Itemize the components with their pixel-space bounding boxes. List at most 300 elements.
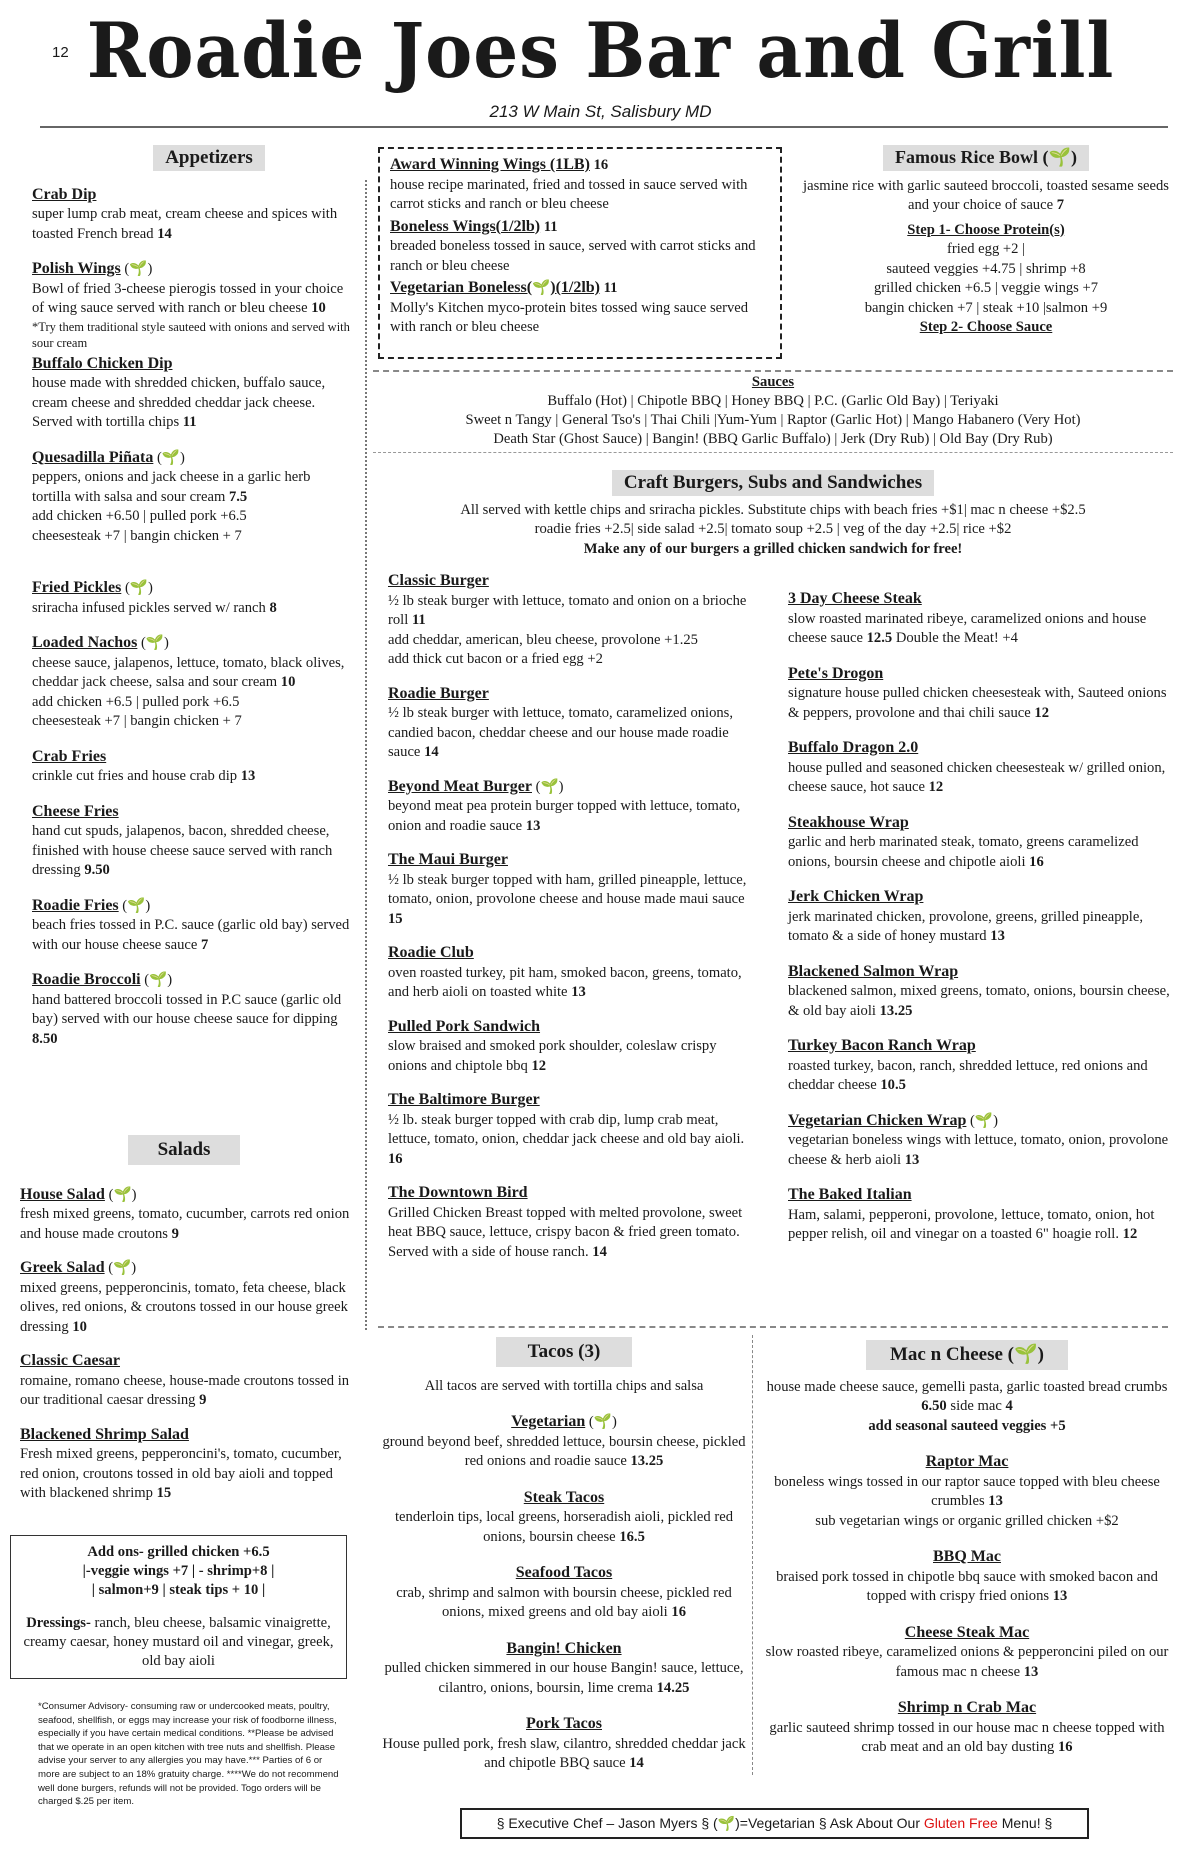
menu-item [762,1547,1172,1607]
item-price: 13 [988,1493,1003,1509]
menu-item-name [788,1036,1173,1057]
dressings-label: Dressings- [26,1615,91,1631]
burgers-intro1: All served with kettle chips and sriracha pickles. Substitute chips with beach fries +$1| mac n cheese +$2.5 [460,501,1086,518]
menu-item [788,1185,1173,1245]
item-price: 16 [388,1150,403,1167]
menu-item [378,1488,750,1548]
menu-item-name: Vegetarian Chicken Wrap (🌱) [788,1111,998,1129]
menu-item-desc [788,833,1173,872]
item-desc: ½ lb steak burger topped with ham, grilled pineapple, lettuce, tomato, onion, provolone cheese and house made maui sauce [388,871,747,907]
consumer-advisory: *Consumer Advisory- consuming raw or undercooked meats, poultry, seafood, shellfish, or eggs may increase your risk of foodborne illness, especially if you have certain medical conditions. **Please be advised that we operate in an open kitchen with tree nuts and shellfish. Please advise your server to any allergies you may have.*** Parties of 6 or more are subject to an 18% gratuity charge. ****We do not recommend well done burgers, refunds will not be provided. Togo orders will be charged $.25 per item. [38,1701,339,1808]
item-price: 14 [424,744,439,760]
menu-item-name [390,278,770,299]
item-extra: add chicken +6.5 | pulled pork +6.5 [32,693,240,710]
menu-item [20,1351,350,1411]
menu-item-name [762,1452,1172,1473]
item-desc: romaine, romano cheese, house-made croutons tossed in our traditional caesar dressing [20,1372,350,1408]
leaf-icon: 🌱 [1014,1344,1038,1365]
item-name: The Downtown Bird [388,1184,528,1201]
menu-item-name [762,1623,1172,1644]
rice-protein-2: sauteed veggies +4.75 | shrimp +8 [886,260,1086,277]
menu-item-name [788,962,1173,983]
menu-item [32,802,350,881]
menu-item-name [378,1488,750,1509]
menu-item [32,259,350,351]
footer-chef: § Executive Chef – Jason Myers § ( [496,1815,718,1831]
menu-item [388,1183,758,1262]
item-price: 14 [592,1243,607,1260]
burgers-section [378,470,1168,559]
item-name: Roadie Club [388,944,474,961]
item-price: 13 [904,1151,920,1168]
menu-item [390,217,770,277]
menu-item [32,578,350,618]
menu-item [20,1425,350,1504]
item-name: Blackened Salmon Wrap [788,962,959,980]
item-desc: hand cut spuds, jalapenos, bacon, shredded cheese, finished with house cheese sauce served with ranch dressing [32,823,333,878]
item-name: Roadie Fries [32,896,119,914]
leaf-icon: 🌱 [161,449,181,466]
leaf-icon: 🌱 [717,1815,736,1831]
item-desc: signature house pulled chicken cheesesteak with, Sauteed onions & peppers, provolone and thai chili sauce [788,685,1167,721]
item-name: Jerk Chicken Wrap [788,888,924,905]
item-price: 11 [411,612,426,628]
menu-item-name [788,1185,1173,1206]
item-name: Polish Wings [32,260,121,277]
wings-box [378,147,782,359]
item-price: 12 [531,1057,547,1074]
item-name: Pork Tacos [525,1715,602,1732]
menu-item [788,1111,1173,1171]
menu-item [378,1639,750,1699]
menu-item-desc [788,1057,1173,1096]
item-name: Roadie Burger [388,684,489,702]
item-price: 13.25 [879,1002,913,1019]
menu-item [20,1258,350,1337]
item-extra: add thick cut bacon or a fried egg +2 [388,651,603,667]
leaf-icon: 🌱 [127,897,146,914]
item-desc: Bowl of fried 3-cheese pierogis tossed in your choice of wing sauce served with ranch or bleu cheese [32,280,344,316]
menu-item-name [32,354,350,375]
tacos-section [378,1337,750,1774]
item-price: 13 [240,768,256,784]
menu-item-name [788,887,1173,908]
item-price: 16 [1029,853,1044,870]
item-name: Vegetarian Boneless( [390,279,533,296]
menu-item-desc [388,1037,758,1076]
item-name: Buffalo Chicken Dip [32,354,173,372]
item-price: 11 [603,280,618,296]
burgers-intro3: Make any of our burgers a grilled chicken sandwich for free! [583,540,963,557]
menu-item-name [388,1183,758,1204]
item-name: Classic Caesar [20,1352,120,1369]
item-desc: slow braised and smoked pork shoulder, coleslaw crispy onions and chiptole bbq [388,1038,717,1074]
salads-header: Salads [128,1135,241,1165]
menu-item [788,962,1173,1022]
menu-item-name [788,813,1173,834]
sauces-line2: Sweet n Tangy | General Tso's | Thai Chili |Yum-Yum | Raptor (Garlic Hot) | Mango Habanero (Very Hot) [465,412,1081,428]
menu-item-desc [32,280,350,319]
menu-item-desc [32,205,350,244]
item-price: 13 [1023,1663,1039,1680]
item-desc: sriracha infused pickles served w/ ranch [32,599,266,616]
menu-item [388,943,758,1003]
menu-item [32,633,350,732]
item-desc: ½ lb. steak burger topped with crab dip, lump crab meat, lettuce, tomato, onion, cheddar jack cheese and old bay aioli. [388,1111,745,1147]
restaurant-title: Roadie Joes Bar and Grill [86,6,1115,95]
item-desc: crab, shrimp and salmon with boursin cheese, pickled red onions, mixed greens and old bay aioli [396,1584,732,1620]
menu-item [788,589,1173,649]
menu-item [378,1714,750,1774]
menu-item [388,850,758,929]
salad-addons-box [10,1535,347,1679]
item-price: 16 [671,1604,686,1620]
menu-item-name [20,1351,350,1372]
menu-item-desc [788,610,1173,649]
item-name: Steakhouse Wrap [788,813,909,831]
menu-item [788,887,1173,947]
menu-item-name [388,943,758,964]
item-name: Steak Tacos [523,1488,605,1506]
item-price: 8 [269,599,277,616]
sauces-section [373,370,1173,453]
item-desc: House pulled pork, fresh slaw, cilantro, shredded cheddar jack and chipotle BBQ sauce [382,1735,746,1771]
menu-item [388,777,758,837]
item-name: Vegetarian [511,1413,586,1430]
menu-item-name [388,850,758,871]
item-desc: tenderloin tips, local greens, horseradish aioli, pickled red onions, boursin cheese [395,1509,733,1545]
salads-section [20,1135,350,1504]
leaf-icon: 🌱 [1048,147,1071,167]
menu-item-desc [32,991,350,1050]
item-name: Bangin! Chicken [506,1639,622,1657]
item-price: 16.5 [619,1528,645,1545]
menu-item-name: Greek Salad (🌱) [20,1259,137,1276]
item-desc: beach fries tossed in P.C. sauce (garlic old bay) served with our house cheese sauce [32,917,350,953]
item-name: Pulled Pork Sandwich [388,1017,541,1035]
item-extra: sub vegetarian wings or organic grilled chicken +$2 [815,1512,1119,1529]
item-name: The Baked Italian [788,1186,912,1203]
item-name: BBQ Mac [933,1548,1001,1565]
menu-item [32,185,350,245]
item-price: 12 [1122,1226,1138,1242]
menu-item-name: Roadie Fries (🌱) [32,896,151,914]
rice-bowl-title: Famous Rice Bowl [895,147,1039,167]
menu-item [388,1090,758,1169]
item-name: The Maui Burger [388,851,508,868]
menu-item-desc [32,599,350,619]
column-divider [365,180,367,1330]
sauces-header: Sauces [751,374,795,390]
menu-item [32,896,350,956]
menu-item [762,1623,1172,1683]
item-desc: vegetarian boneless wings with lettuce, tomato, onion, provolone cheese & herb aioli [788,1132,1169,1168]
item-desc: house recipe marinated, fried and tossed in sauce served with carrot sticks and ranch or bleu cheese [390,176,748,212]
menu-item-name [378,1639,750,1660]
menu-item-name [762,1698,1172,1719]
menu-item [788,813,1173,873]
rice-protein-1: fried egg +2 | [946,241,1025,257]
leaf-icon: 🌱 [149,972,168,988]
burgers-header: Craft Burgers, Subs and Sandwiches [612,470,934,496]
item-desc: hand battered broccoli tossed in P.C sauce (garlic old bay) served with our house cheese sauce for dipping [32,991,342,1027]
item-name: Cheese Fries [32,802,119,820]
tacos-list [378,1412,750,1774]
menu-item-name [762,1547,1172,1568]
item-desc: jerk marinated chicken, provolone, greens, grilled pineapple, tomato & a side of honey mustard [788,908,1143,944]
menu-item [32,354,350,433]
leaf-icon: 🌱 [129,580,148,596]
item-price: 12.5 [866,630,893,646]
menu-item-desc [32,654,350,693]
menu-item-name [32,747,350,768]
leaf-icon: 🌱 [145,635,165,651]
item-name: Seafood Tacos [515,1564,613,1581]
rice-bowl-section [802,145,1170,338]
item-desc: Molly's Kitchen myco-protein bites tossed wing sauce served with ranch or bleu cheese [390,299,749,335]
menu-item [378,1412,750,1472]
menu-item-desc [788,684,1173,723]
menu-item-name: Quesadilla Piñata (🌱) [32,448,185,466]
menu-item-name [788,738,1173,759]
item-desc: ½ lb steak burger with lettuce, tomato, caramelized onions, candied bacon, cheddar cheese and our house made roadie sauce [388,705,734,760]
wings-list [390,155,770,338]
item-desc: garlic and herb marinated steak, tomato, greens caramelized onions, boursin cheese and chipotle aioli [788,834,1139,870]
item-price: 16 [593,157,609,173]
item-desc: garlic sauteed shrimp tossed in our house mac n cheese topped with crab meat and an old bay dusting [769,1719,1165,1755]
item-desc: ½ lb steak burger with lettuce, tomato and onion on a brioche roll [388,592,747,628]
mac-side-price: 4 [1005,1398,1013,1414]
item-price: 13 [990,928,1005,944]
menu-item-desc [388,871,758,930]
item-extra: add cheddar, american, bleu cheese, provolone +1.25 [388,631,698,648]
item-name: Award Winning Wings (1LB) [390,156,590,173]
rice-protein-4: bangin chicken +7 | steak +10 |salmon +9 [864,299,1108,316]
item-name: Quesadilla Piñata [32,448,154,466]
item-name: Cheese Steak Mac [904,1623,1030,1641]
footer-veg: )=Vegetarian § Ask About Our [735,1815,924,1831]
item-extra: cheesesteak +7 | bangin chicken + 7 [32,527,242,544]
menu-item-desc [388,704,758,763]
mac-header: Mac n Cheese (🌱) [866,1340,1068,1370]
menu-item-desc [32,374,350,433]
item-price: 11 [182,414,197,430]
menu-item [762,1452,1172,1531]
item-desc: peppers, onions and jack cheese in a garlic herb tortilla with salsa and sour cream [32,469,311,505]
item-name: Boneless Wings(1/2lb) [390,217,541,235]
item-name: Turkey Bacon Ranch Wrap [788,1037,976,1054]
item-name: House Salad [20,1185,105,1203]
item-price: 13.25 [630,1453,664,1469]
rice-protein-3: grilled chicken +6.5 | veggie wings +7 [873,280,1099,296]
rice-step1: Step 1- Choose Protein(s) [907,221,1065,238]
item-name-suffix: )(1/2lb) [550,279,601,296]
item-name: Raptor Mac [925,1453,1009,1470]
item-price: 7.5 [228,488,248,505]
menu-item-desc [20,1279,350,1338]
item-price: 13 [1052,1588,1068,1604]
item-desc: house made with shredded chicken, buffalo sauce, cream cheese and shredded cheddar jack cheese. Served with tortilla chips [32,375,326,430]
item-desc: slow roasted ribeye, caramelized onions & pepperoncini piled on our famous mac n cheese [765,1644,1169,1680]
menu-item-desc [20,1205,350,1244]
item-price: 14.25 [656,1679,690,1696]
menu-item-name: Beyond Meat Burger (🌱) [388,777,564,795]
menu-item [32,970,350,1049]
item-desc: slow roasted marinated ribeye, caramelized onions and house cheese sauce [788,610,1147,646]
mac-add: add seasonal sauteed veggies +5 [868,1417,1066,1434]
item-price: 12 [928,779,944,795]
rice-step2: Step 2- Choose Sauce [919,319,1053,335]
menu-item-desc [378,1433,750,1472]
item-price: 7 [201,936,209,953]
item-name: Classic Burger [388,572,489,589]
item-extra: Double the Meat! +4 [895,630,1018,646]
mac-intro-price: 6.50 [921,1398,947,1414]
menu-item-desc [762,1473,1172,1512]
menu-item-desc [762,1719,1172,1758]
tacos-header: Tacos (3) [496,1337,633,1367]
item-desc: ground beyond beef, shredded lettuce, boursin cheese, pickled red onions and roadie sauce [382,1433,746,1469]
item-desc: Fresh mixed greens, pepperoncini's, tomato, cucumber, red onion, croutons tossed in old bay aioli and topped with blackened shrimp [20,1446,342,1501]
rice-bowl-desc: jasmine rice with garlic sauteed broccoli, toasted sesame seeds and your choice of sauce [803,177,1169,213]
item-name: Roadie Broccoli [32,971,141,988]
item-name: Blackened Shrimp Salad [20,1425,189,1443]
tacos-mac-divider [752,1335,753,1775]
item-name: Vegetarian Chicken Wrap [788,1111,967,1129]
item-desc: Grilled Chicken Breast topped with melted provolone, sweet heat BBQ sauce, lettuce, crispy bacon & fried green tomato. Served with a side of house ranch. [388,1204,743,1260]
mac-side: side mac [950,1398,1002,1414]
mac-list [762,1452,1172,1758]
item-extra: cheesesteak +7 | bangin chicken + 7 [32,713,242,729]
menu-item [788,1036,1173,1096]
addons-line2: |-veggie wings +7 | - shrimp+8 | [82,1563,275,1579]
menu-item-desc [32,916,350,955]
menu-item [388,684,758,763]
appetizers-header: Appetizers [153,145,265,171]
item-price: 16 [1057,1739,1073,1755]
item-note: *Try them traditional style sauteed with onions and served with sour cream [32,319,350,350]
item-name: Crab Fries [32,747,107,765]
item-price: 14 [157,225,172,242]
menu-item-desc [388,1204,758,1263]
tacos-intro: All tacos are served with tortilla chips and salsa [424,1377,704,1394]
rice-bowl-header: Famous Rice Bowl (🌱) [883,145,1089,171]
menu-item-desc [762,1568,1172,1607]
menu-item-name [32,802,350,823]
salads-list [20,1185,350,1504]
menu-item [390,155,770,215]
menu-item-desc [788,1206,1173,1245]
menu-item-name: Polish Wings (🌱) [32,260,153,277]
item-price: 9 [171,1225,179,1242]
menu-item-name [388,1017,758,1038]
item-name: Loaded Nachos [32,634,138,651]
item-price: 9 [199,1392,207,1408]
item-price: 14 [629,1755,644,1771]
menu-item-name: Loaded Nachos (🌱) [32,634,169,651]
item-name: Pete's Drogon [788,664,884,682]
item-price: 10 [72,1318,87,1335]
mac-title: Mac n Cheese [890,1344,1003,1365]
menu-item-name [388,1090,758,1111]
menu-item-desc [388,592,758,631]
item-price: 15 [156,1485,172,1501]
rice-bowl-price: 7 [1056,197,1064,213]
sauces-line1: Buffalo (Hot) | Chipotle BBQ | Honey BBQ | P.C. (Garlic Old Bay) | Teriyaki [547,393,999,409]
item-name: Buffalo Dragon 2.0 [788,739,919,756]
menu-item-name [378,1563,750,1584]
menu-item [762,1698,1172,1758]
menu-item-name [788,589,1173,610]
item-name: Shrimp n Crab Mac [897,1699,1037,1716]
menu-item-name: House Salad (🌱) [20,1185,137,1203]
menu-item-desc [32,822,350,881]
menu-item-desc [378,1659,750,1698]
item-price: 15 [388,910,403,927]
page-number: 12 [52,44,69,61]
menu-item-name [20,1425,350,1446]
item-price: 12 [1034,704,1049,721]
item-name: Beyond Meat Burger [388,777,532,795]
item-desc: pulled chicken simmered in our house Bangin! sauce, lettuce, cilantro, onions, boursin, lime crema [384,1660,744,1696]
item-name: Crab Dip [32,185,97,203]
addons-line3: | salmon+9 | steak tips + 10 | [91,1582,266,1598]
item-name: Fried Pickles [32,579,122,596]
menu-item [388,1017,758,1077]
menu-item-name [378,1714,750,1735]
burgers-intro2: roadie fries +2.5| side salad +2.5| tomato soup +2.5 | veg of the day +2.5| rice +$2 [534,521,1012,537]
menu-item-desc [32,767,350,787]
leaf-icon: 🌱 [113,1186,132,1203]
leaf-icon: 🌱 [113,1260,132,1276]
menu-item-desc [378,1735,750,1774]
footer-menu: Menu! § [997,1815,1053,1831]
menu-item-name [788,664,1173,685]
item-desc: boneless wings tossed in our raptor sauce topped with bleu cheese crumbles [774,1473,1160,1509]
menu-item-desc [388,797,758,836]
item-desc: mixed greens, pepperoncinis, tomato, feta cheese, black olives, red onions, & croutons tossed in our house greek dressing [20,1279,348,1335]
appetizers-section [32,145,350,1049]
item-desc: fresh mixed greens, tomato, cucumber, carrots red onion and house made croutons [20,1206,350,1242]
item-desc: Ham, salami, pepperoni, provolone, lettuce, tomato, onion, hot pepper relish, oil and vinegar on a toasted 6" hoagie roll. [788,1206,1155,1242]
menu-item-desc [32,468,350,507]
menu-item-desc [20,1445,350,1504]
footer-bar [460,1808,1089,1839]
address: 213 W Main St, Salisbury MD [489,102,712,121]
item-price: 8.50 [32,1030,58,1047]
dressings-text: ranch, bleu cheese, balsamic vinaigrette, creamy caesar, honey mustard oil and vinegar, greek, old bay aioli [23,1615,334,1669]
menu-item-desc [378,1584,750,1623]
header-rule [40,126,1168,128]
menu-item [20,1185,350,1245]
menu-item-name [388,684,758,705]
leaf-icon: 🌱 [974,1112,994,1129]
menu-item [788,738,1173,798]
menu-item-desc [788,908,1173,947]
menu-item [390,278,770,338]
leaf-icon: 🌱 [532,280,551,296]
menu-item-desc [788,759,1173,798]
item-desc: blackened salmon, mixed greens, tomato, onions, boursin cheese, & old bay aioli [788,983,1170,1019]
menu-item [32,747,350,787]
menu-item-name [388,571,758,592]
menu-item-name [390,217,770,238]
menu-item-desc [20,1372,350,1411]
menu-item-name: Vegetarian (🌱) [511,1413,617,1430]
leaf-icon: 🌱 [129,261,148,277]
item-name: 3 Day Cheese Steak [788,590,922,607]
menu-item-name [390,155,770,176]
